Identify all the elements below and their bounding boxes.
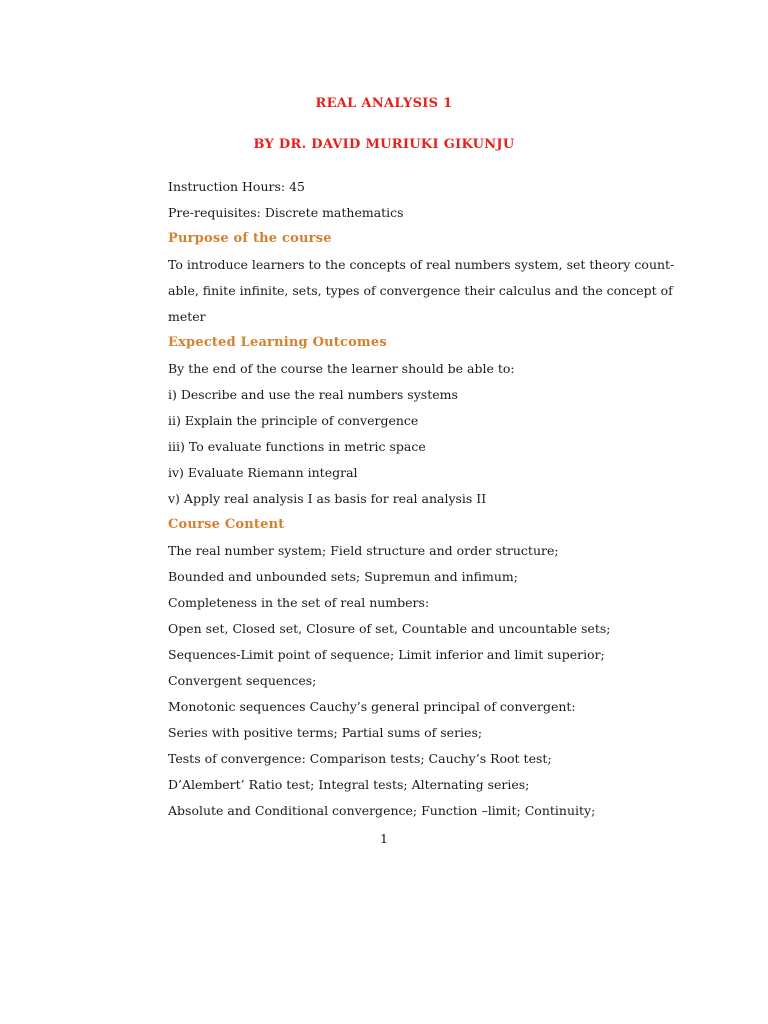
- outcome-item: i) Describe and use the real numbers systems: [168, 387, 458, 402]
- outcome-item: iii) To evaluate functions in metric space: [168, 439, 426, 454]
- outcomes-heading: Expected Learning Outcomes: [168, 335, 387, 350]
- content-item: Monotonic sequences Cauchy’s general principal of convergent:: [168, 699, 576, 714]
- purpose-line: To introduce learners to the concepts of real numbers system, set theory count-: [168, 257, 675, 272]
- outcomes-list: [168, 382, 608, 512]
- page-number: 1: [380, 831, 388, 846]
- purpose-line: meter: [168, 309, 206, 324]
- content-item: The real number system; Field structure and order structure;: [168, 543, 559, 558]
- content-item: Convergent sequences;: [168, 673, 317, 688]
- document-body: [168, 174, 675, 824]
- content-item: Completeness in the set of real numbers:: [168, 595, 430, 610]
- outcome-item: v) Apply real analysis I as basis for real analysis II: [168, 491, 487, 506]
- content-item: Tests of convergence: Comparison tests; Cauchy’s Root test;: [168, 751, 552, 766]
- content-heading: Course Content: [168, 517, 285, 532]
- purpose-heading: Purpose of the course: [168, 231, 332, 246]
- document-author: BY DR. DAVID MURIUKI GIKUNJU: [253, 137, 515, 152]
- content-list: [168, 538, 611, 824]
- content-item: Open set, Closed set, Closure of set, Countable and uncountable sets;: [168, 621, 611, 636]
- outcome-item: ii) Explain the principle of convergence: [168, 413, 419, 428]
- purpose-paragraph: [168, 252, 675, 330]
- purpose-line: able, finite infinite, sets, types of convergence their calculus and the concept of: [168, 283, 673, 298]
- document-title: REAL ANALYSIS 1: [315, 96, 453, 111]
- content-item: Sequences-Limit point of sequence; Limit inferior and limit superior;: [168, 647, 605, 662]
- content-item: D’Alembert’ Ratio test; Integral tests; Alternating series;: [168, 777, 530, 792]
- content-item: Series with positive terms; Partial sums of series;: [168, 725, 483, 740]
- outcome-item: iv) Evaluate Riemann integral: [168, 465, 358, 480]
- prerequisites: Pre-requisites: Discrete mathematics: [168, 205, 404, 220]
- outcomes-intro: By the end of the course the learner should be able to:: [168, 361, 515, 376]
- content-item: Bounded and unbounded sets; Supremun and infimum;: [168, 569, 518, 584]
- instruction-hours: Instruction Hours: 45: [168, 179, 305, 194]
- content-item: Absolute and Conditional convergence; Function –limit; Continuity;: [168, 803, 596, 818]
